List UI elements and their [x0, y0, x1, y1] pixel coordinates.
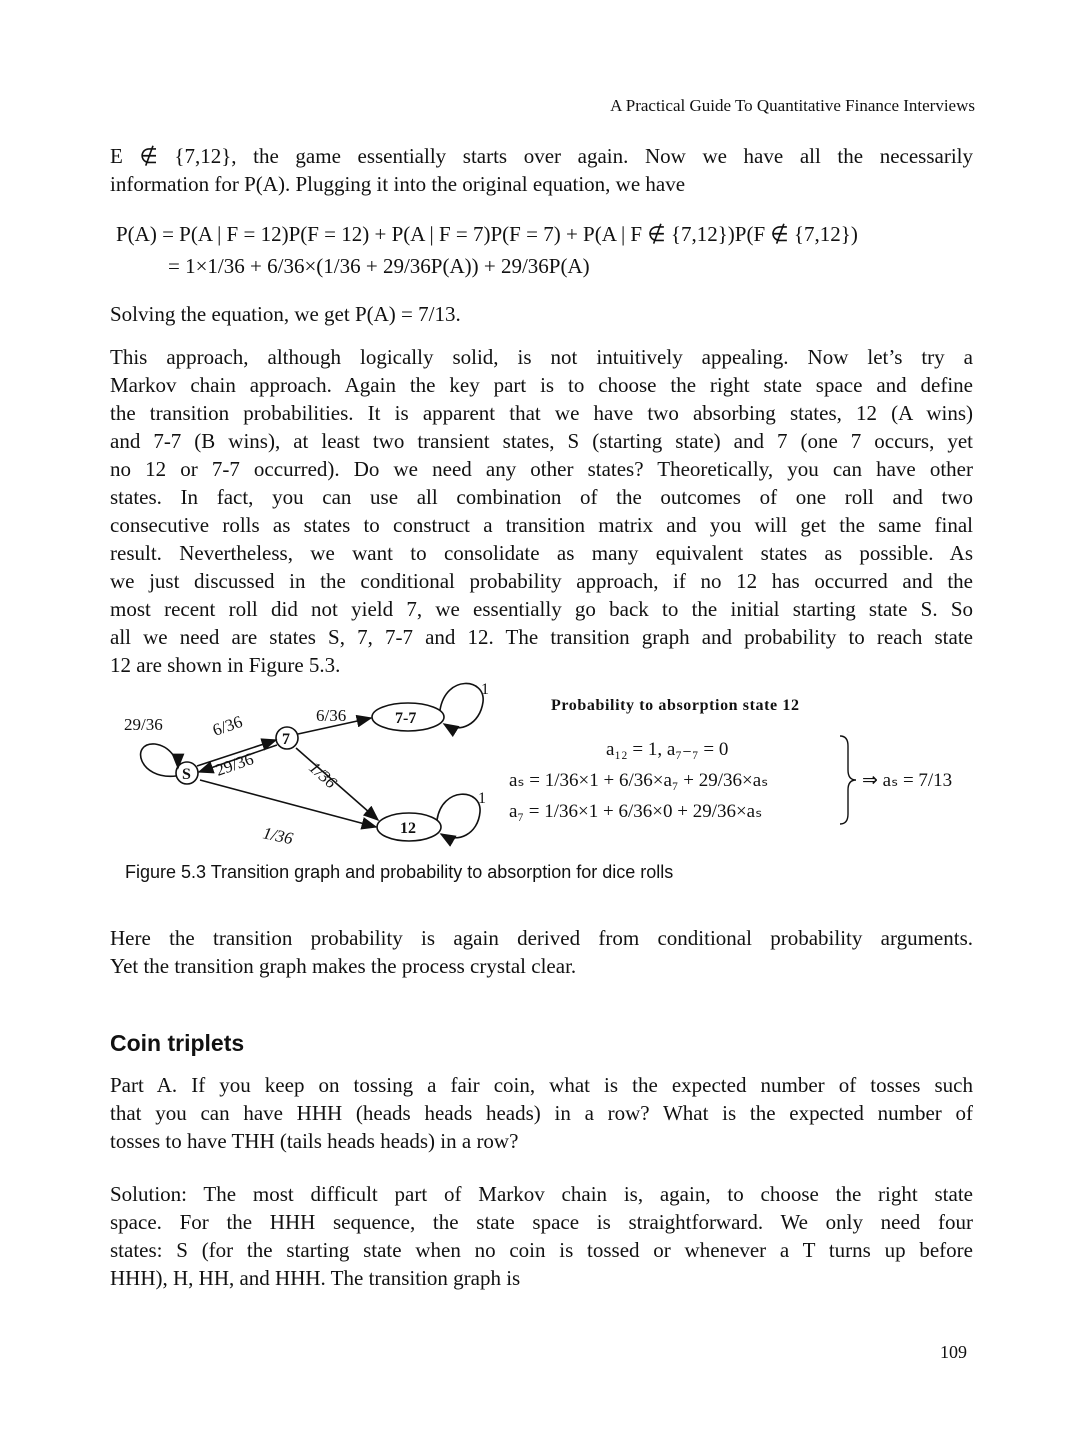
- state-s-label: S: [182, 766, 191, 783]
- label-77-loop: 1: [481, 681, 489, 698]
- s-self-loop: [141, 744, 178, 776]
- after-figure-paragraph: [110, 924, 973, 980]
- text-line: This approach, although logically solid, is not intuitively appealing. Now let’s try a: [110, 345, 973, 369]
- label-7-to-77: 6/36: [316, 706, 347, 725]
- s77-self-loop: [440, 683, 483, 727]
- state-77-label: 7-7: [395, 710, 417, 727]
- text-line: E ∉ {7,12}, the game essentially starts over again. Now we have all the necessarily: [110, 144, 973, 168]
- running-head: A Practical Guide To Quantitative Finance Interviews: [610, 96, 975, 115]
- label-s-to-12: 1/36: [261, 823, 295, 849]
- equation-line-2: = 1×1/36 + 6/36×(1/36 + 29/36P(A)) + 29/36P(A): [168, 254, 590, 278]
- solution-paragraph: [110, 1180, 973, 1292]
- label-7-to-s: 29/36: [213, 749, 256, 780]
- section-heading: Coin triplets: [110, 1030, 245, 1056]
- state-7-label: 7: [282, 731, 290, 748]
- absorption-eq-s: aₛ = 1/36×1 + 6/36×a₇ + 29/36×aₛ: [509, 770, 769, 791]
- transition-graph: [110, 672, 510, 852]
- text-line: most recent roll did not yield 7, we essentially go back to the initial starting state S. So: [110, 597, 973, 621]
- problem-paragraph: [110, 1071, 973, 1155]
- right-brace: [838, 734, 860, 826]
- edge-s-to-12: [200, 780, 376, 827]
- state-12-label: 12: [400, 820, 416, 837]
- text-line: HHH), H, HH, and HHH. The transition graph is: [110, 1266, 521, 1290]
- absorption-eq-7: a₇ = 1/36×1 + 6/36×0 + 29/36×aₛ: [509, 801, 763, 822]
- text-line: Solution: The most difficult part of Markov chain is, again, to choose the right state: [110, 1182, 973, 1206]
- text-line: states. In fact, you can use all combination of the outcomes of one roll and two: [110, 485, 973, 509]
- label-7-to-12: 1/36: [305, 757, 341, 793]
- text-line: and 7-7 (B wins), at least two transient states, S (starting state) and 7 (one 7 occurs, yet: [110, 429, 973, 453]
- text-line: Part A. If you keep on tossing a fair coin, what is the expected number of tosses such: [110, 1073, 973, 1097]
- page-number: 109: [940, 1342, 967, 1362]
- text-line: result. Nevertheless, we want to consolidate as many equivalent states as possible. As: [110, 541, 973, 565]
- solving-paragraph: [110, 300, 973, 328]
- text-line: we just discussed in the conditional probability approach, if no 12 has occurred and the: [110, 569, 973, 593]
- text-line: all we need are states S, 7, 7-7 and 12. The transition graph and probability to reach state: [110, 625, 973, 649]
- text-line: that you can have HHH (heads heads heads) in a row? What is the expected number of: [110, 1101, 973, 1125]
- text-line: Solving the equation, we get P(A) = 7/13.: [110, 302, 461, 326]
- text-line: Markov chain approach. Again the key part is to choose the right state space and define: [110, 373, 973, 397]
- text-line: the transition probabilities. It is apparent that we have two absorbing states, 12 (A wins): [110, 401, 973, 425]
- intro-paragraph: [110, 142, 973, 198]
- text-line: space. For the HHH sequence, the state space is straightforward. We only need four: [110, 1210, 973, 1234]
- absorption-boundary: a₁₂ = 1, a₇₋₇ = 0: [606, 739, 729, 760]
- text-line: Here the transition probability is again derived from conditional probability arguments.: [110, 926, 973, 950]
- text-line: information for P(A). Plugging it into the original equation, we have: [110, 172, 686, 196]
- label-s-loop: 29/36: [124, 715, 163, 734]
- text-line: no 12 or 7-7 occurred). Do we need any other states? Theoretically, you can have other: [110, 457, 973, 481]
- text-line: consecutive rolls as states to construct a transition matrix and you will get the same final: [110, 513, 973, 537]
- s12-self-loop: [437, 794, 480, 838]
- text-line: states: S (for the starting state when no coin is tossed or whenever a T turns up before: [110, 1238, 973, 1262]
- markov-paragraph: [110, 343, 973, 679]
- equation-line-1: P(A) = P(A | F = 12)P(F = 12) + P(A | F = 7)P(F = 7) + P(A | F ∉ {7,12})P(F ∉ {7,12}): [116, 222, 858, 246]
- label-s-to-7: 6/36: [210, 711, 245, 740]
- text-line: tosses to have THH (tails heads heads) in a row?: [110, 1129, 519, 1153]
- text-line: 12 are shown in Figure 5.3.: [110, 653, 341, 677]
- text-line: Yet the transition graph makes the process crystal clear.: [110, 954, 577, 978]
- absorption-result: ⇒ aₛ = 7/13: [862, 770, 953, 791]
- label-12-loop: 1: [478, 790, 486, 807]
- figure-caption: Figure 5.3 Transition graph and probability to absorption for dice rolls: [125, 862, 674, 882]
- figure-title: Probability to absorption state 12: [551, 697, 800, 714]
